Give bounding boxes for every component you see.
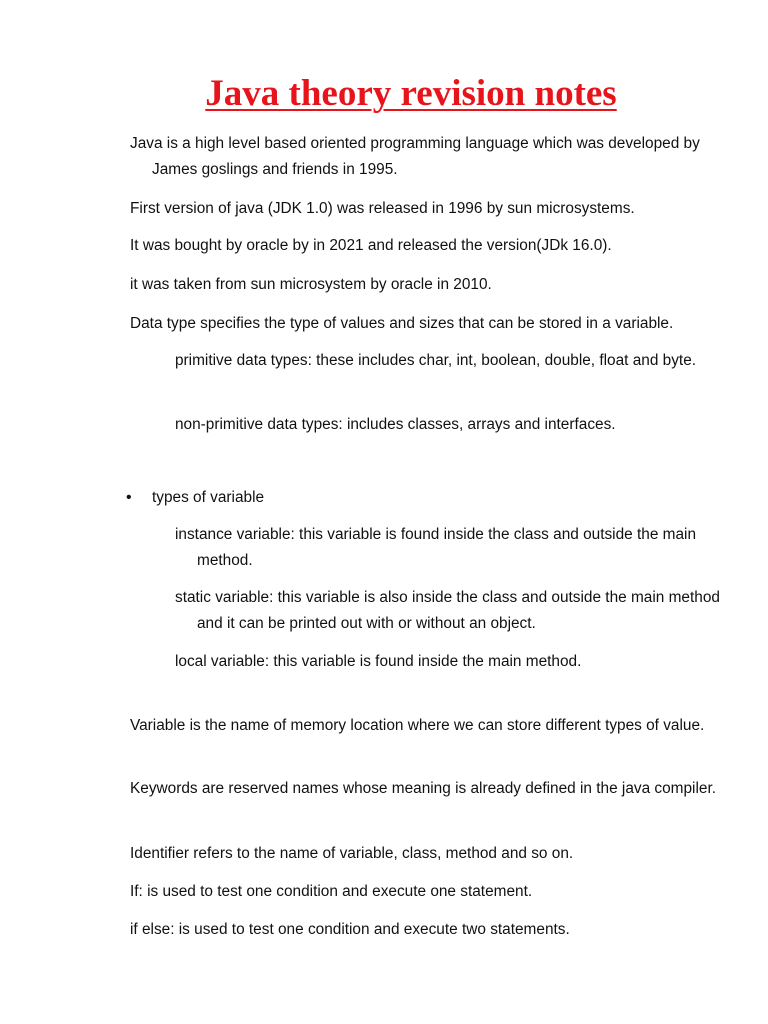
- primitive-data-types: primitive data types: these includes char, int, boolean, double, float and byte.: [175, 352, 697, 369]
- paragraph-java-intro: Java is a high level based oriented programming language which was developed by James goslings and friends in 1995.: [130, 135, 700, 178]
- paragraph-taken-from-sun: it was taken from sun microsystem by oracle in 2010.: [130, 276, 492, 293]
- bullet-text: types of variable: [152, 489, 265, 506]
- paragraph-variable-definition: Variable is the name of memory location where we can store different types of value.: [130, 717, 705, 734]
- paragraph-if-else: if else: is used to test one condition and execute two statements.: [130, 921, 570, 938]
- instance-variable: instance variable: this variable is found inside the class and outside the main method.: [175, 526, 697, 569]
- paragraph-keywords: Keywords are reserved names whose meaning is already defined in the java compiler.: [130, 780, 717, 797]
- paragraph-data-type: Data type specifies the type of values and sizes that can be stored in a variable.: [130, 315, 674, 332]
- paragraph-identifier: Identifier refers to the name of variable, class, method and so on.: [130, 845, 574, 862]
- paragraph-if: If: is used to test one condition and execute one statement.: [130, 883, 533, 900]
- paragraph-first-version: First version of java (JDK 1.0) was released in 1996 by sun microsystems.: [130, 200, 635, 217]
- non-primitive-data-types: non-primitive data types: includes classes, arrays and interfaces.: [175, 416, 616, 433]
- bullet-types-of-variable: [126, 485, 264, 511]
- bullet-icon: •: [126, 489, 132, 506]
- paragraph-oracle-bought: It was bought by oracle by in 2021 and released the version(JDk 16.0).: [130, 237, 612, 254]
- static-variable: static variable: this variable is also inside the class and outside the main method and it can be printed out with or without an object.: [175, 589, 720, 632]
- local-variable: local variable: this variable is found inside the main method.: [175, 653, 582, 670]
- page-title: Java theory revision notes: [205, 73, 617, 114]
